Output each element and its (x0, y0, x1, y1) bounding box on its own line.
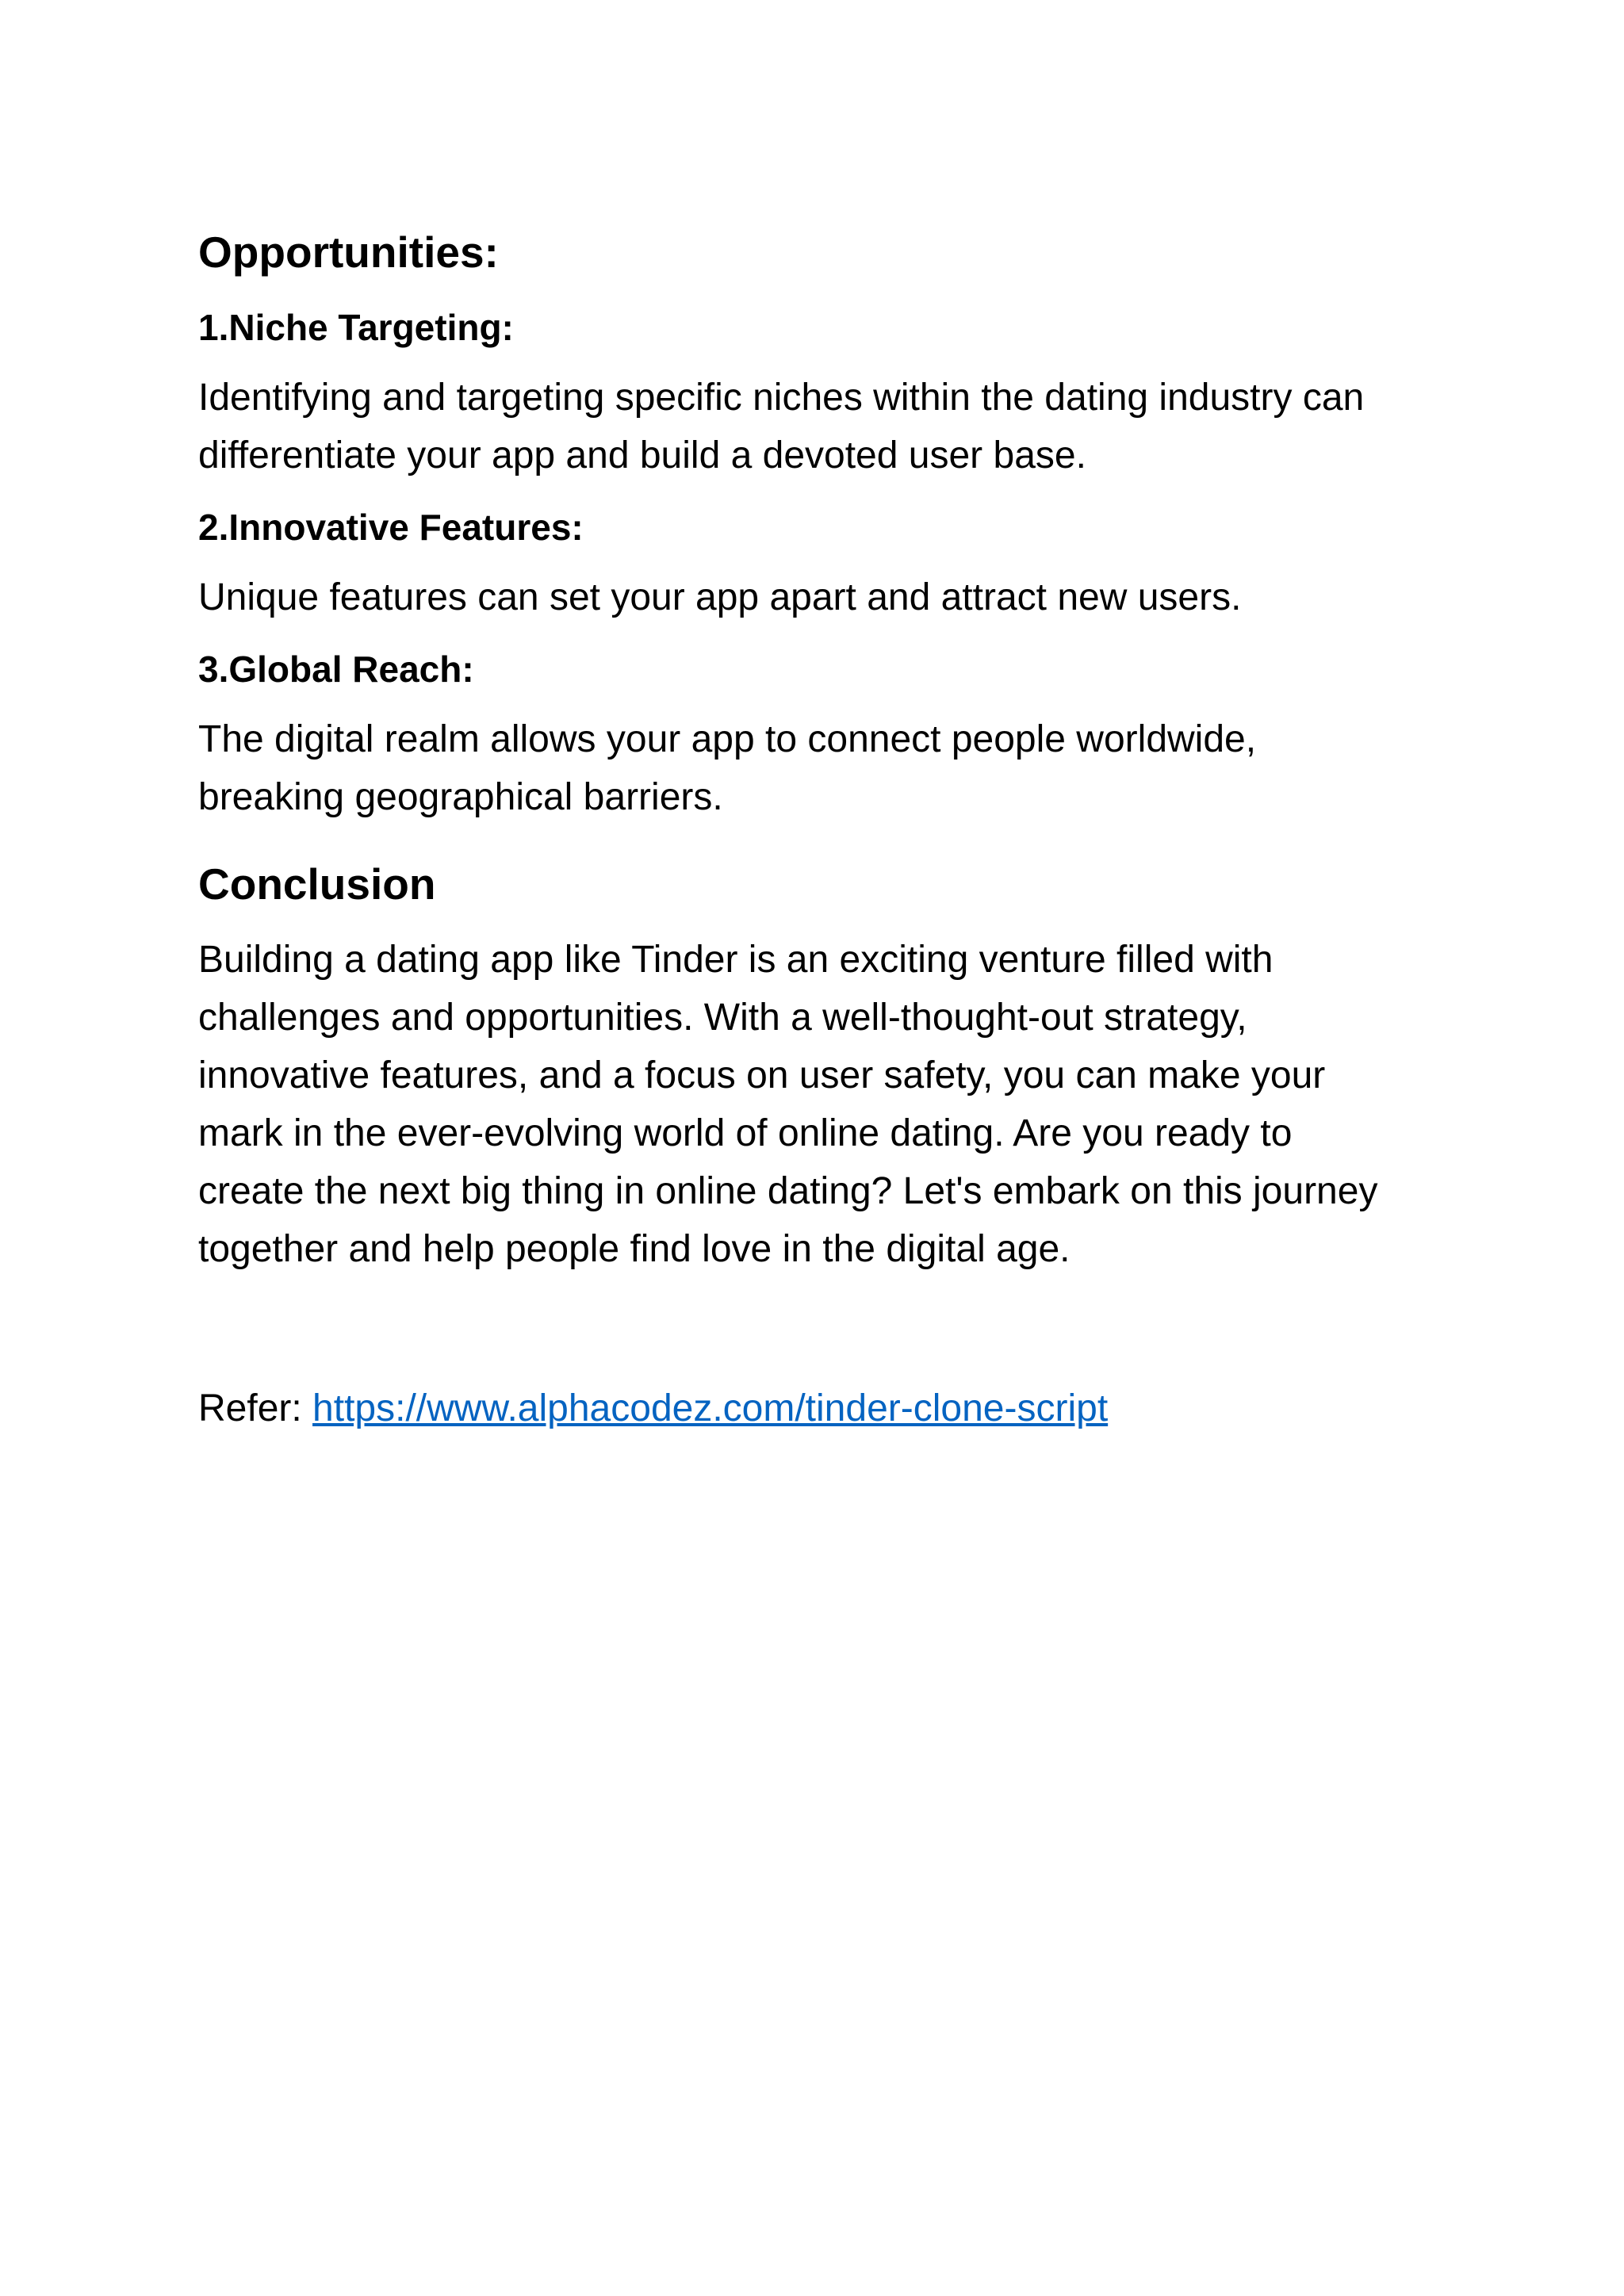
refer-line (198, 1380, 1404, 1437)
niche-targeting-text: Identifying and targeting specific niches within the dating industry can differentiate your app and build a devoted user base. (198, 377, 1365, 476)
niche-targeting-heading: 1.Niche Targeting: (198, 307, 514, 348)
conclusion-text: Building a dating app like Tinder is an exciting venture filled with challenges and opportunities. With a well-thought-out strategy, innovative features, and a focus on user safety, you can make your mark in the ever-evolving world of online dating. Are you ready to create the next big thing in online dating? Let's embark on this journey together and help people find love in the digital age. (198, 939, 1378, 1270)
conclusion-heading: Conclusion (198, 859, 436, 909)
global-reach-heading: 3.Global Reach: (198, 649, 474, 690)
innovative-features-heading: 2.Innovative Features: (198, 507, 584, 548)
opportunities-heading: Opportunities: (198, 228, 499, 277)
innovative-features-text: Unique features can set your app apart and attract new users. (198, 576, 1242, 618)
document-content (198, 226, 1404, 1437)
refer-link[interactable]: https://www.alphacodez.com/tinder-clone-script (312, 1387, 1109, 1429)
refer-label: Refer: (198, 1387, 313, 1429)
global-reach-text: The digital realm allows your app to connect people worldwide, breaking geographical barriers. (198, 718, 1257, 818)
